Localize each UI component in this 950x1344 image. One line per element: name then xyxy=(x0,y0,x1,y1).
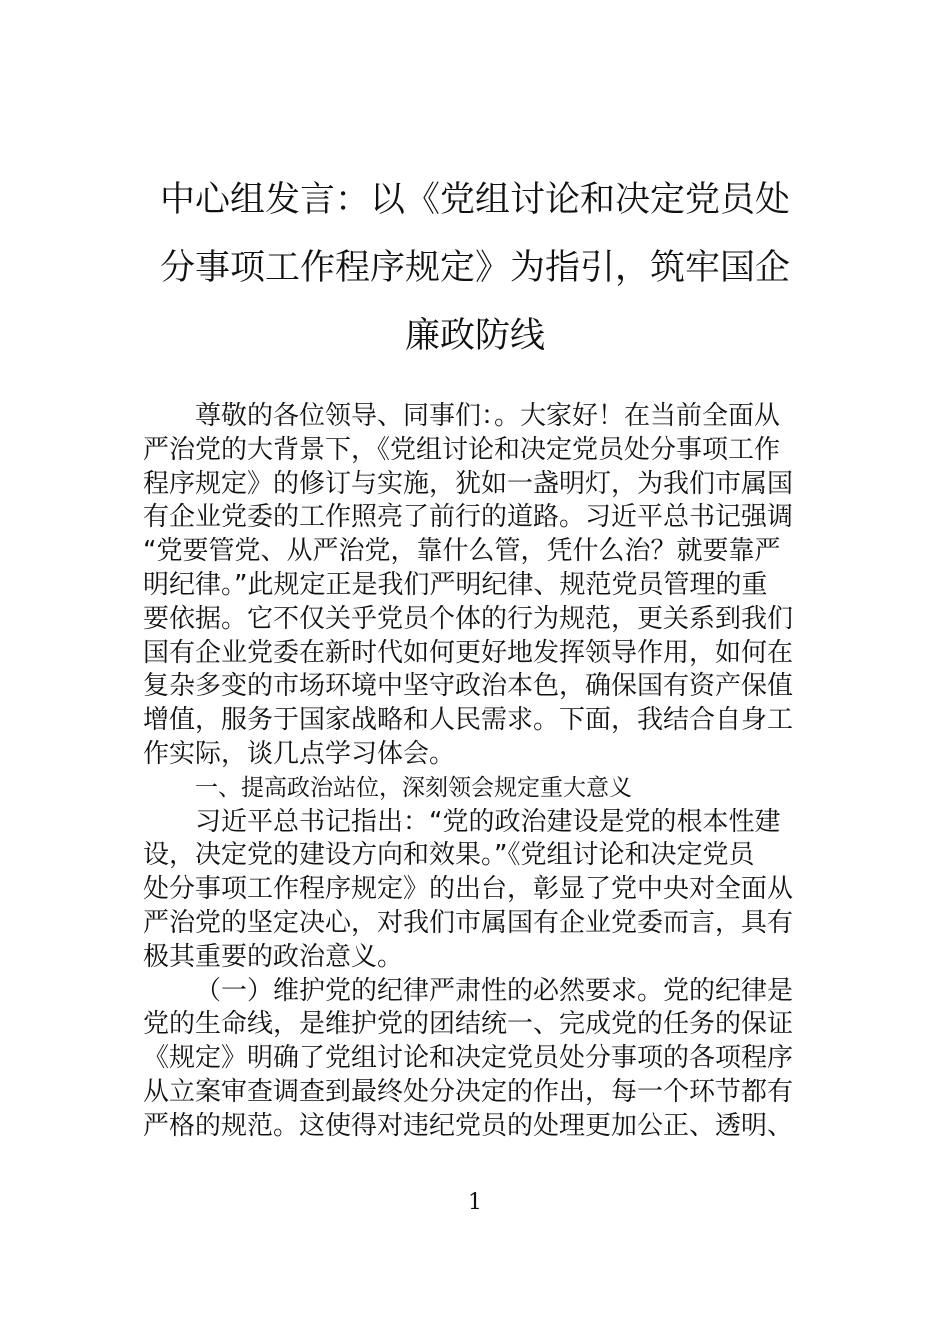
body-line: 严格的规范。这使得对违纪党员的处理更加公正、透明、 xyxy=(143,1110,794,1141)
title-line: 分事项工作程序规定》为指引，筑牢国企 xyxy=(159,248,790,288)
document-title xyxy=(120,166,830,370)
body-line: 尊敬的各位领导、同事们：。大家好！在当前全面从 xyxy=(195,401,781,431)
section-heading: 一、提高政治站位，深刻领会规定重大意义 xyxy=(195,774,632,801)
body-line: 作实际，谈几点学习体会。 xyxy=(143,738,456,769)
body-line: 复杂多变的市场环境中坚守政治本色，确保国有资产保值 xyxy=(143,671,794,702)
body-line: 严治党的大背景下，《党组讨论和决定党员处分事项工作 xyxy=(143,434,781,465)
body-line: 处分事项工作程序规定》的出台，彰显了党中央对全面从 xyxy=(143,874,794,905)
body-line: 有企业党委的工作照亮了前行的道路。习近平总书记强调 xyxy=(143,502,794,533)
body-line: 严治党的坚定决心，对我们市属国有企业党委而言，具有 xyxy=(143,907,794,938)
body-line: 增值，服务于国家战略和人民需求。下面，我结合自身工 xyxy=(143,705,794,736)
body-line: 《规定》明确了党组讨论和决定党员处分事项的各项程序 xyxy=(143,1043,794,1074)
body-line: （一）维护党的纪律严肃性的必然要求。党的纪律是 xyxy=(195,975,794,1006)
body-line: 明纪律。”此规定正是我们严明纪律、规范党员管理的重 xyxy=(143,569,768,600)
document-body xyxy=(143,400,813,1144)
body-line: 设，决定党的建设方向和效果。”《党组讨论和决定党员 xyxy=(143,840,755,871)
body-line: 从立案审查调查到最终处分决定的作出，每一个环节都有 xyxy=(143,1076,794,1107)
body-line: 程序规定》的修订与实施，犹如一盏明灯，为我们市属国 xyxy=(143,468,794,499)
body-line: “党要管党、从严治党，靠什么管，凭什么治？就要靠严 xyxy=(143,536,781,567)
body-line: 要依据。它不仅关乎党员个体的行为规范，更关系到我们 xyxy=(143,603,794,634)
body-line: 国有企业党委在新时代如何更好地发挥领导作用，如何在 xyxy=(143,637,794,668)
body-line: 党的生命线，是维护党的团结统一、完成党的任务的保证 xyxy=(143,1009,794,1040)
body-line: 极其重要的政治意义。 xyxy=(143,941,404,972)
body-line: 习近平总书记指出：“党的政治建设是党的根本性建 xyxy=(195,806,781,837)
title-line: 廉政防线 xyxy=(404,316,545,356)
title-line: 中心组发言：以《党组讨论和决定党员处 xyxy=(159,180,790,220)
page-number: 1 xyxy=(468,1190,482,1215)
